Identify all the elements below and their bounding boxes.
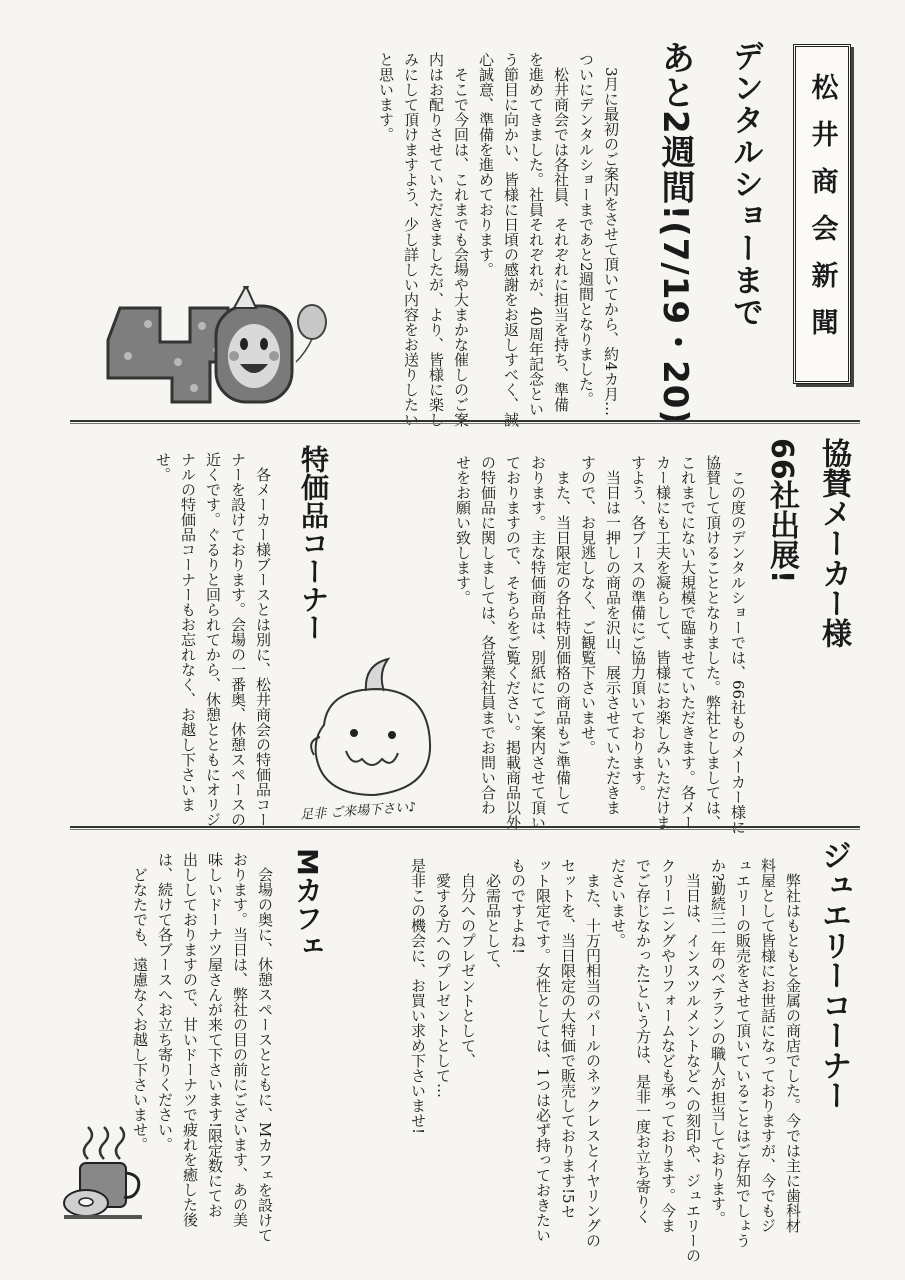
tokka-headline: 特価品コーナー xyxy=(297,445,330,641)
jewelry-headline: ジュエリーコーナー xyxy=(816,840,851,1110)
cafe-body: 会場の奥に、休憩スペースとともに、Mカフェを設けて おります。当日は、弊社の目の前にございます、あの美 味しいドーナツ屋さんが来て下さいます!限定数にてお 出ししておりますので、甘いドーナツで疲れを癒した後 は、続けて各ブースへお立ち寄りください。 どなたでも、遠慮なくお越し下さいませ。 xyxy=(131,852,274,1243)
steam-icon xyxy=(84,1127,124,1159)
lead-body: 3月に最初のご案内をさせて頂いてから、約4カ月… ついにデンタルショーまであと2週間となりました。 松井商会では各社員、それぞれに担当を持ち、準備 を進めてきました。社員それぞれが、40周年記念とい う節目に向かい、皆様に日頃の感謝をお返しすべく、誠 心誠意、準備を進めております。 そこで今回は、これまでも会場や大まかな催しのご案 内はお配りさせていただきましたが、より、皆様に楽し みにして頂けますよう、少し詳しい内容をお送りしたい と思います。 xyxy=(377,52,620,427)
lead-headline-2: あと2週間!(7/19・20) xyxy=(655,40,695,426)
section-divider-1 xyxy=(70,420,860,422)
mascot-0-face xyxy=(216,306,292,402)
newspaper-title-box xyxy=(793,44,851,384)
party-hat-icon xyxy=(234,286,256,308)
donut-icon xyxy=(64,1190,108,1216)
balloon-icon xyxy=(296,305,326,362)
tokka-body: 各メーカー様ブースとは別に、松井商会の特価品コー ナーを設けております。会場の一番奥、休憩スペースの 近くです。ぐるりと回られてから、休憩とともにオリジ ナルの特価品コーナーもお忘れなく、お越し下さいま せ。 xyxy=(154,452,272,827)
newspaper-title: 松井商会新聞 xyxy=(806,73,838,355)
coffee-donut-illustration xyxy=(58,1125,148,1225)
mascot-4-digit xyxy=(108,308,228,402)
sponsor-headline-2: 66社出展! xyxy=(764,438,799,584)
jewelry-body: 弊社はもともと金属の商店でした。今では主に歯科材 料屋として皆様にお世話になっておりますが、今でもジ ュエリーの販売をさせて頂いていることはご存知でしょう か?勤続三一年のベテランの職人が担当しております。 当日は、インスツルメントなどへの刻印や、ジュエリーの クリーニングやリフォームなども承っております。今ま でご存じなかった!という方は、是非一度お立ち寄りく ださいませ。 また、十万円相当のパールのネックレスとイヤリングの セットを、当日限定の大特価で販売しております!5セ ット限定です。女性としては、1つは必ず持っておきたい ものですよね! 必需品として、 自分へのプレゼントとして、 愛する方へのプレゼントとして… 是非この機会に、お買い求め下さいませ! xyxy=(409,858,802,1263)
section-divider-2 xyxy=(70,826,860,828)
baby-caption: 足非 ご来場下さい♪ xyxy=(299,799,417,824)
baby-doodle-illustration xyxy=(292,655,452,815)
sponsor-headline-1: 協賛メーカー様 xyxy=(816,438,851,648)
cafe-headline: Mカフェ xyxy=(291,848,324,960)
anniversary-40-mascot xyxy=(98,286,333,416)
lead-headline-1: デンタルショーまで xyxy=(727,40,763,328)
sponsor-body: この度のデンタルショーでは、66社ものメーカー様に 協賛して頂けることとなりました。弊社としましては、 これまでにない大規模で臨ませていただきます。各メー カー様にも工夫を凝らして、皆様にお楽しみいただけま すよう、各ブースの準備にご協力頂いております。 当日は一押しの商品を沢山、展示させていただきま すので、お見逃しなく、ご観覧下さいませ。 また、当日限定の各社特別価格の商品もご準備して おります。主な特価商品は、別紙にてご案内させて頂い ておりますので、そちらをご覧ください。掲載商品以外 の特価品に関しましては、各営業社員までお問い合わ せをお願い致します。 xyxy=(454,455,747,835)
